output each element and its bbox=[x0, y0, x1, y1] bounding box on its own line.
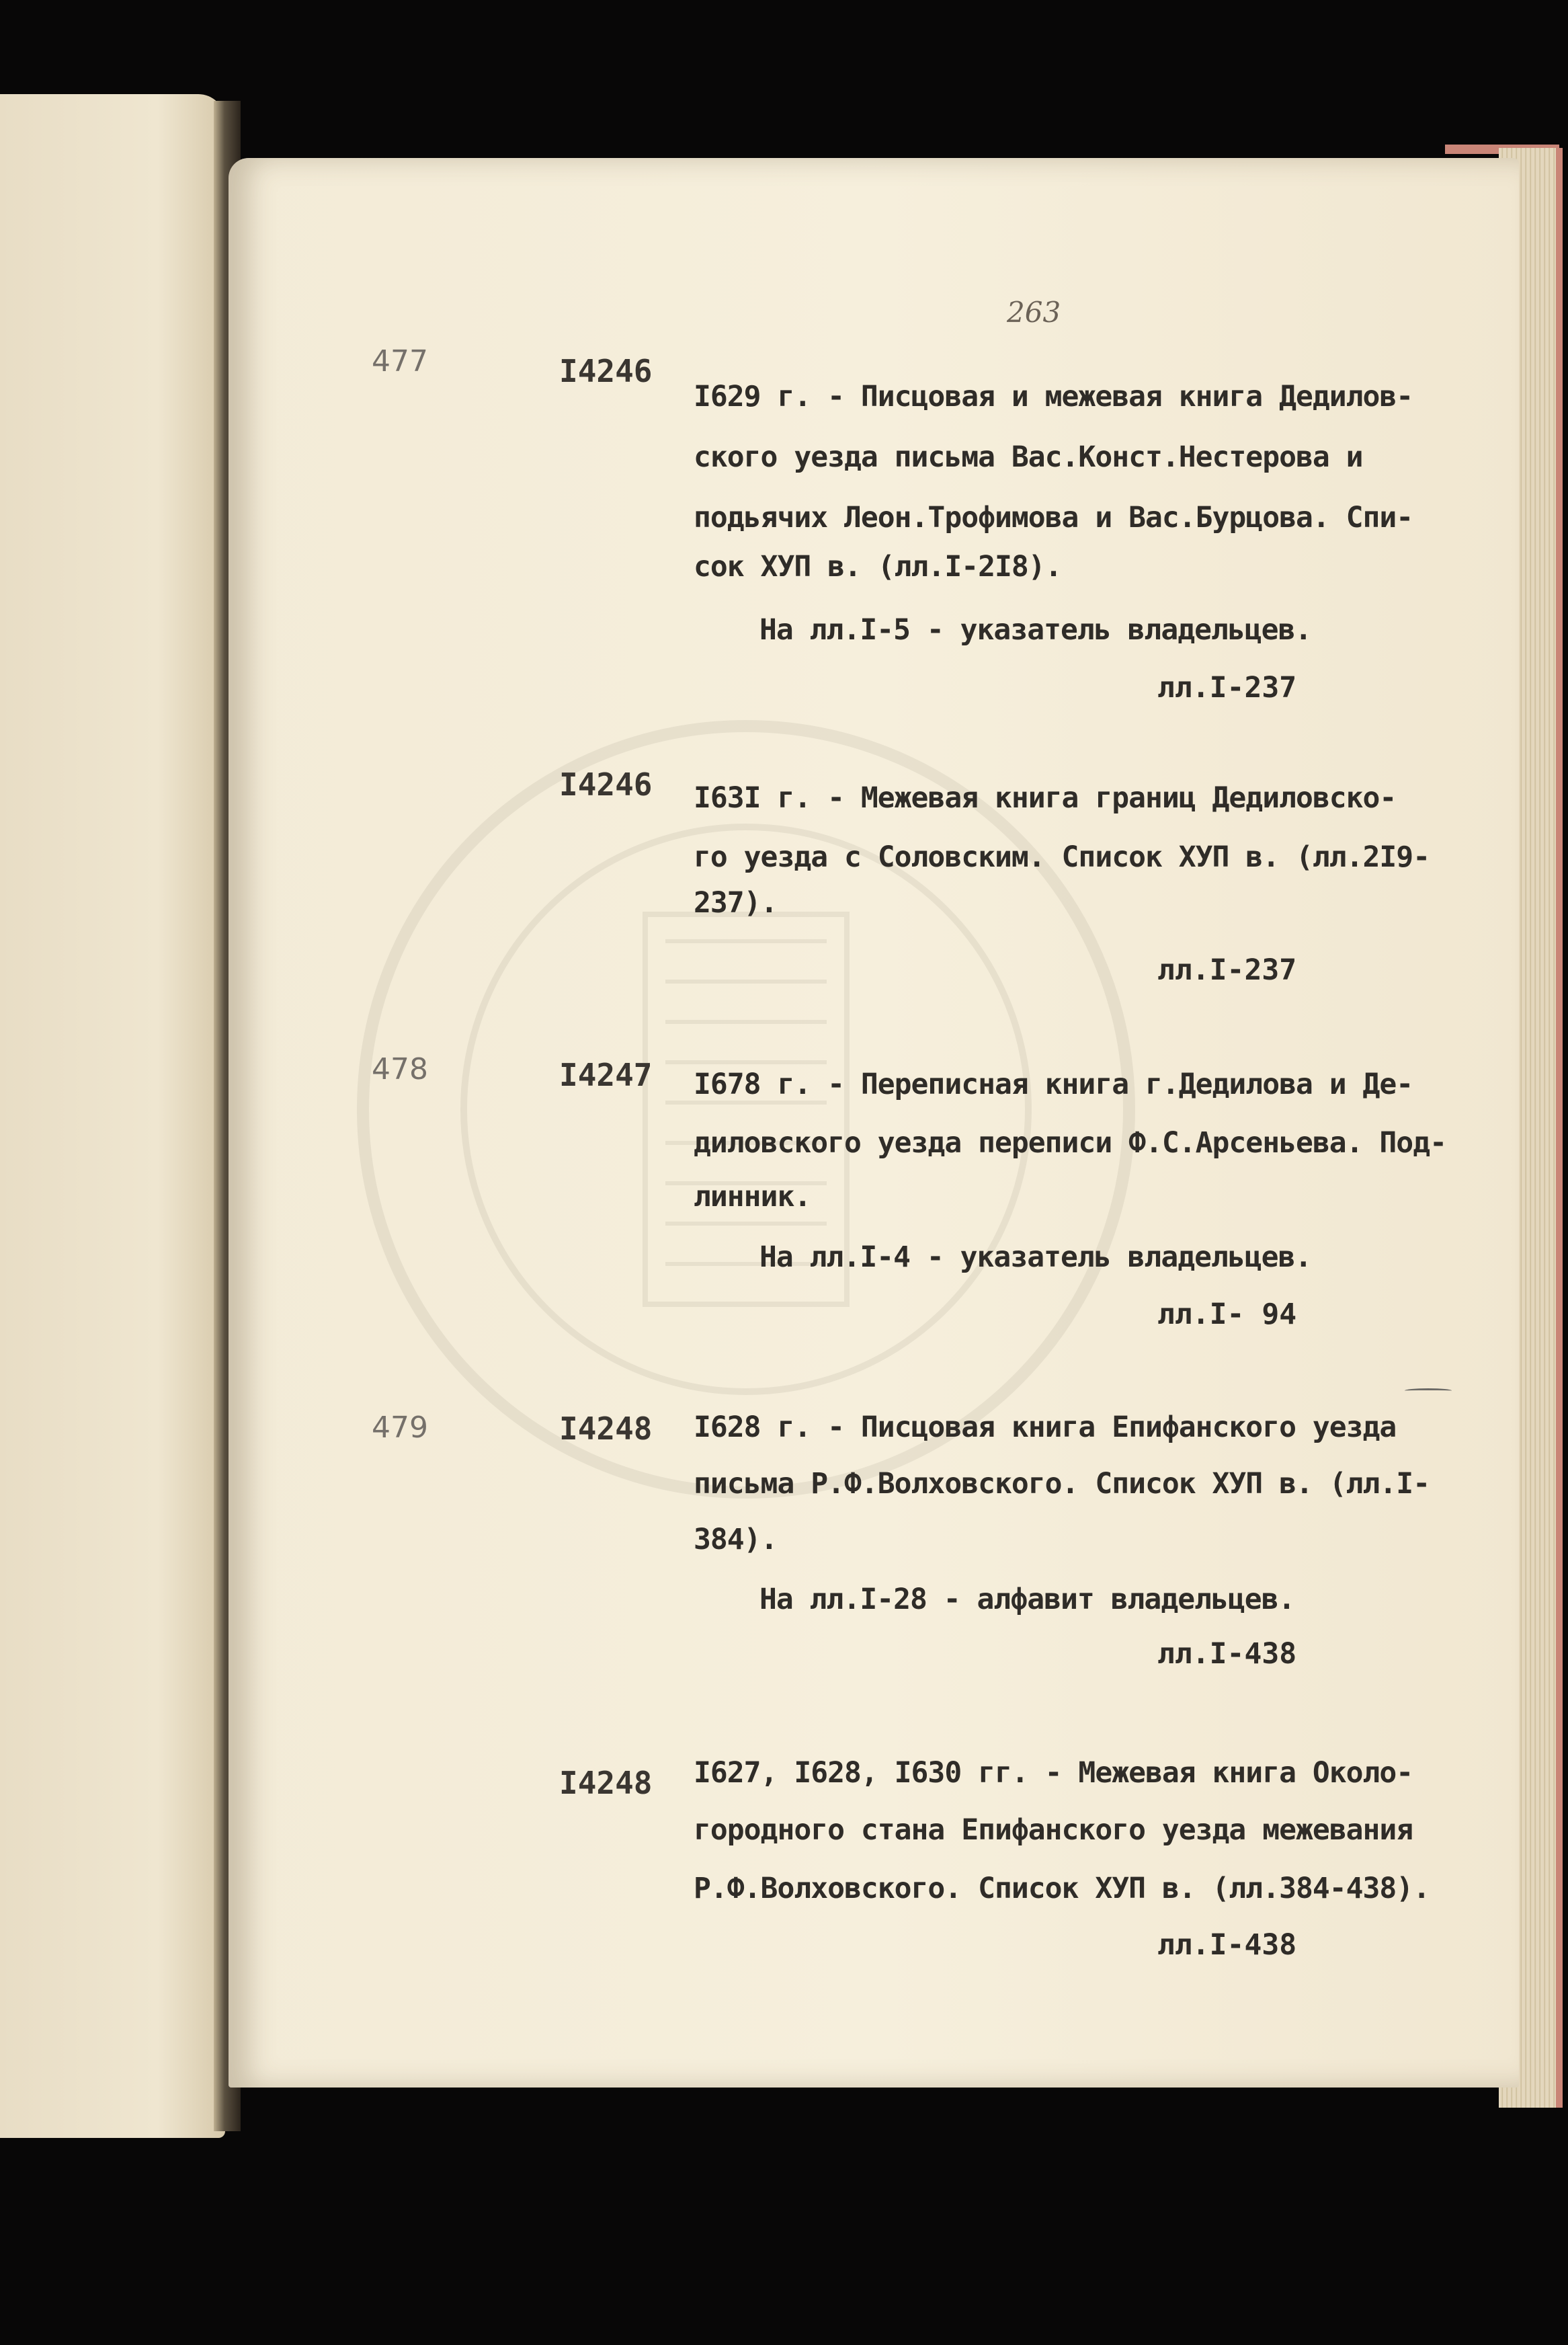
entry-note: На лл.I-4 - указатель владельцев. bbox=[759, 1240, 1312, 1274]
entry-text-line: письма Р.Ф.Волховского. Список ХУП в. (лл.I- bbox=[694, 1467, 1430, 1501]
entry-text-line: городного стана Епифанского уезда межевания bbox=[694, 1813, 1413, 1847]
entry-sheets: лл.I- 94 bbox=[1157, 1298, 1297, 1331]
entry-text-line: I628 г. - Писцовая книга Епифанского уезда bbox=[694, 1410, 1397, 1444]
fond-number: I4248 bbox=[559, 1410, 653, 1447]
entry-sheets: лл.I-438 bbox=[1157, 1928, 1297, 1962]
left-page bbox=[0, 94, 225, 2138]
entry-sheets: лл.I-237 bbox=[1157, 671, 1297, 705]
entry-sheets: лл.I-237 bbox=[1157, 953, 1297, 987]
margin-number: 478 bbox=[372, 1052, 428, 1086]
entry-note: На лл.I-28 - алфавит владельцев. bbox=[759, 1583, 1295, 1616]
entry-text-line: линник. bbox=[694, 1180, 811, 1214]
entry-note: На лл.I-5 - указатель владельцев. bbox=[759, 613, 1312, 647]
fond-number: I4246 bbox=[559, 766, 653, 803]
entry-text-line: диловского уезда переписи Ф.С.Арсеньева. Под- bbox=[694, 1126, 1446, 1160]
fond-number: I4246 bbox=[559, 353, 653, 389]
entry-text-line: 237). bbox=[694, 886, 778, 920]
fond-number: I4248 bbox=[559, 1765, 653, 1801]
entry-text-line: I627, I628, I630 гг. - Межевая книга Около- bbox=[694, 1756, 1413, 1790]
entry-text-line: 384). bbox=[694, 1523, 778, 1556]
entry-text-line: ского уезда письма Вас.Конст.Нестерова и bbox=[694, 440, 1363, 474]
entry-text-line: I629 г. - Писцовая и межевая книга Дедилов- bbox=[694, 380, 1413, 413]
entry-text-line: сок ХУП в. (лл.I-2I8). bbox=[694, 550, 1062, 584]
page-number: 263 bbox=[1007, 296, 1061, 329]
entry-text-line: подьячих Леон.Трофимова и Вас.Бурцова. Спи- bbox=[694, 501, 1413, 534]
entry-sheets: лл.I-438 bbox=[1157, 1637, 1297, 1671]
margin-number: 477 bbox=[372, 344, 428, 379]
fond-number: I4247 bbox=[559, 1057, 653, 1093]
margin-number: 479 bbox=[372, 1410, 428, 1445]
entry-text-line: го уезда с Соловским. Список ХУП в. (лл.2I9- bbox=[694, 840, 1430, 874]
entry-text-line: I678 г. - Переписная книга г.Дедилова и Де- bbox=[694, 1068, 1413, 1101]
entry-text-line: Р.Ф.Волховского. Список ХУП в. (лл.384-438). bbox=[694, 1872, 1430, 1905]
entry-text-line: I63I г. - Межевая книга границ Дедиловско- bbox=[694, 781, 1397, 815]
pencil-mark bbox=[1405, 1388, 1452, 1393]
